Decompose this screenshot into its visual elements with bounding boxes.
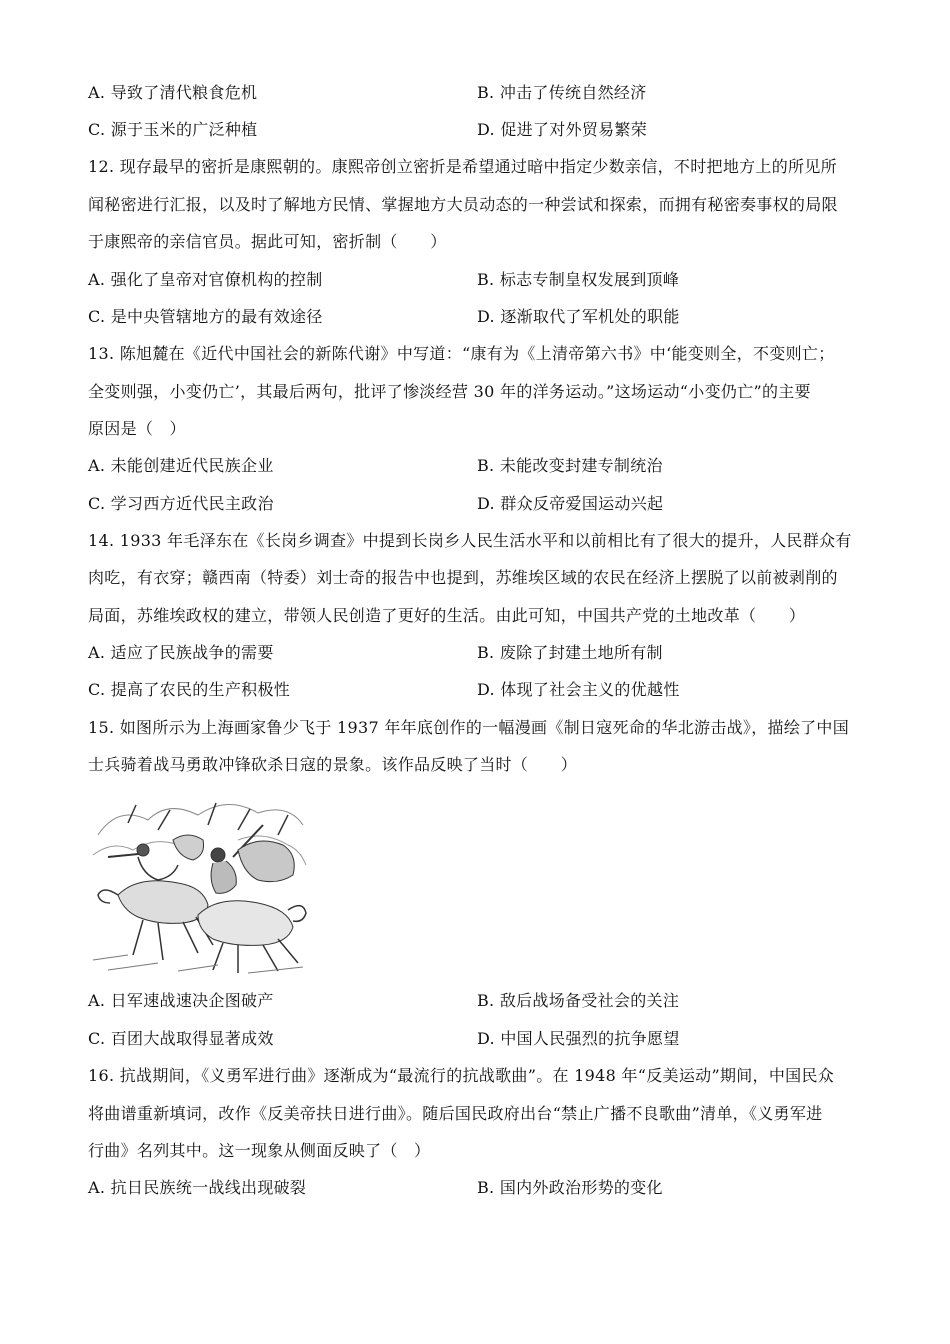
cavalry-charge-illustration bbox=[88, 795, 310, 975]
q15-stem-line-2: 士兵骑着战马勇敢冲锋砍杀日寇的景象。该作品反映了当时（ ） bbox=[88, 755, 578, 774]
q13-option-b: B. 未能改变封建专制统治 bbox=[477, 456, 663, 475]
q16-option-b: B. 国内外政治形势的变化 bbox=[477, 1178, 663, 1197]
q15-option-c: C. 百团大战取得显著成效 bbox=[88, 1029, 274, 1048]
q15-stem-line-1: 15. 如图所示为上海画家鲁少飞于 1937 年年底创作的一幅漫画《制日寇死命的华北游击战》，描绘了中国 bbox=[88, 718, 850, 737]
q14-option-a: A. 适应了民族战争的需要 bbox=[88, 643, 274, 662]
q13-option-d: D. 群众反帝爱国运动兴起 bbox=[477, 494, 664, 513]
q12-stem-line-1: 12. 现存最早的密折是康熙朝的。康熙帝创立密折是希望通过暗中指定少数亲信，不时把地方上的所见所 bbox=[88, 157, 837, 176]
q16-stem-line-1: 16. 抗战期间，《义勇军进行曲》逐渐成为“最流行的抗战歌曲”。在 1948 年“反美运动”期间，中国民众 bbox=[88, 1066, 835, 1085]
q16-option-a: A. 抗日民族统一战线出现破裂 bbox=[88, 1178, 307, 1197]
q15-option-b: B. 敌后战场备受社会的关注 bbox=[477, 991, 680, 1010]
q15-option-a: A. 日军速战速决企图破产 bbox=[88, 991, 274, 1010]
q12-stem-line-2: 闻秘密进行汇报，以及时了解地方民情、掌握地方大员动态的一种尝试和探索，而拥有秘密奏事权的局限 bbox=[88, 195, 838, 214]
q14-stem-line-2: 肉吃，有衣穿；赣西南（特委）刘士奇的报告中也提到，苏维埃区域的农民在经济上摆脱了以前被剥削的 bbox=[88, 568, 838, 587]
q15-option-d: D. 中国人民强烈的抗争愿望 bbox=[477, 1029, 680, 1048]
q14-option-c: C. 提高了农民的生产积极性 bbox=[88, 680, 291, 699]
q13-stem-line-1: 13. 陈旭麓在《近代中国社会的新陈代谢》中写道：“康有为《上清帝第六书》中‘能变则全，不变则亡； bbox=[88, 344, 835, 363]
q13-stem-line-2: 全变则强，小变仍亡’，其最后两句，批评了惨淡经营 30 年的洋务运动。”这场运动“小变仍亡”的主要 bbox=[88, 382, 811, 401]
q13-stem-line-3: 原因是（ ） bbox=[88, 419, 186, 438]
q11-option-d: D. 促进了对外贸易繁荣 bbox=[477, 120, 648, 139]
q11-option-c: C. 源于玉米的广泛种植 bbox=[88, 120, 258, 139]
q16-stem-line-2: 将曲谱重新填词，改作《反美帝扶日进行曲》。随后国民政府出台“禁止广播不良歌曲”清单，《义勇军进 bbox=[88, 1104, 823, 1123]
q11-option-a: A. 导致了清代粮食危机 bbox=[88, 83, 258, 102]
q11-option-b: B. 冲击了传统自然经济 bbox=[477, 83, 647, 102]
q13-option-c: C. 学习西方近代民主政治 bbox=[88, 494, 274, 513]
q14-option-d: D. 体现了社会主义的优越性 bbox=[477, 680, 680, 699]
q14-stem-line-1: 14. 1933 年毛泽东在《长岗乡调查》中提到长岗乡人民生活水平和以前相比有了很大的提升，人民群众有 bbox=[88, 531, 852, 550]
q14-stem-line-3: 局面，苏维埃政权的建立，带领人民创造了更好的生活。由此可知，中国共产党的土地改革（ ） bbox=[88, 606, 806, 625]
q14-option-b: B. 废除了封建土地所有制 bbox=[477, 643, 663, 662]
q12-option-d: D. 逐渐取代了军机处的职能 bbox=[477, 307, 680, 326]
q16-stem-line-3: 行曲》名列其中。这一现象从侧面反映了（ ） bbox=[88, 1141, 431, 1160]
q12-option-a: A. 强化了皇帝对官僚机构的控制 bbox=[88, 270, 323, 289]
q13-option-a: A. 未能创建近代民族企业 bbox=[88, 456, 274, 475]
q12-stem-line-3: 于康熙帝的亲信官员。据此可知，密折制（ ） bbox=[88, 232, 447, 251]
q12-option-c: C. 是中央管辖地方的最有效途径 bbox=[88, 307, 323, 326]
q12-option-b: B. 标志专制皇权发展到顶峰 bbox=[477, 270, 680, 289]
